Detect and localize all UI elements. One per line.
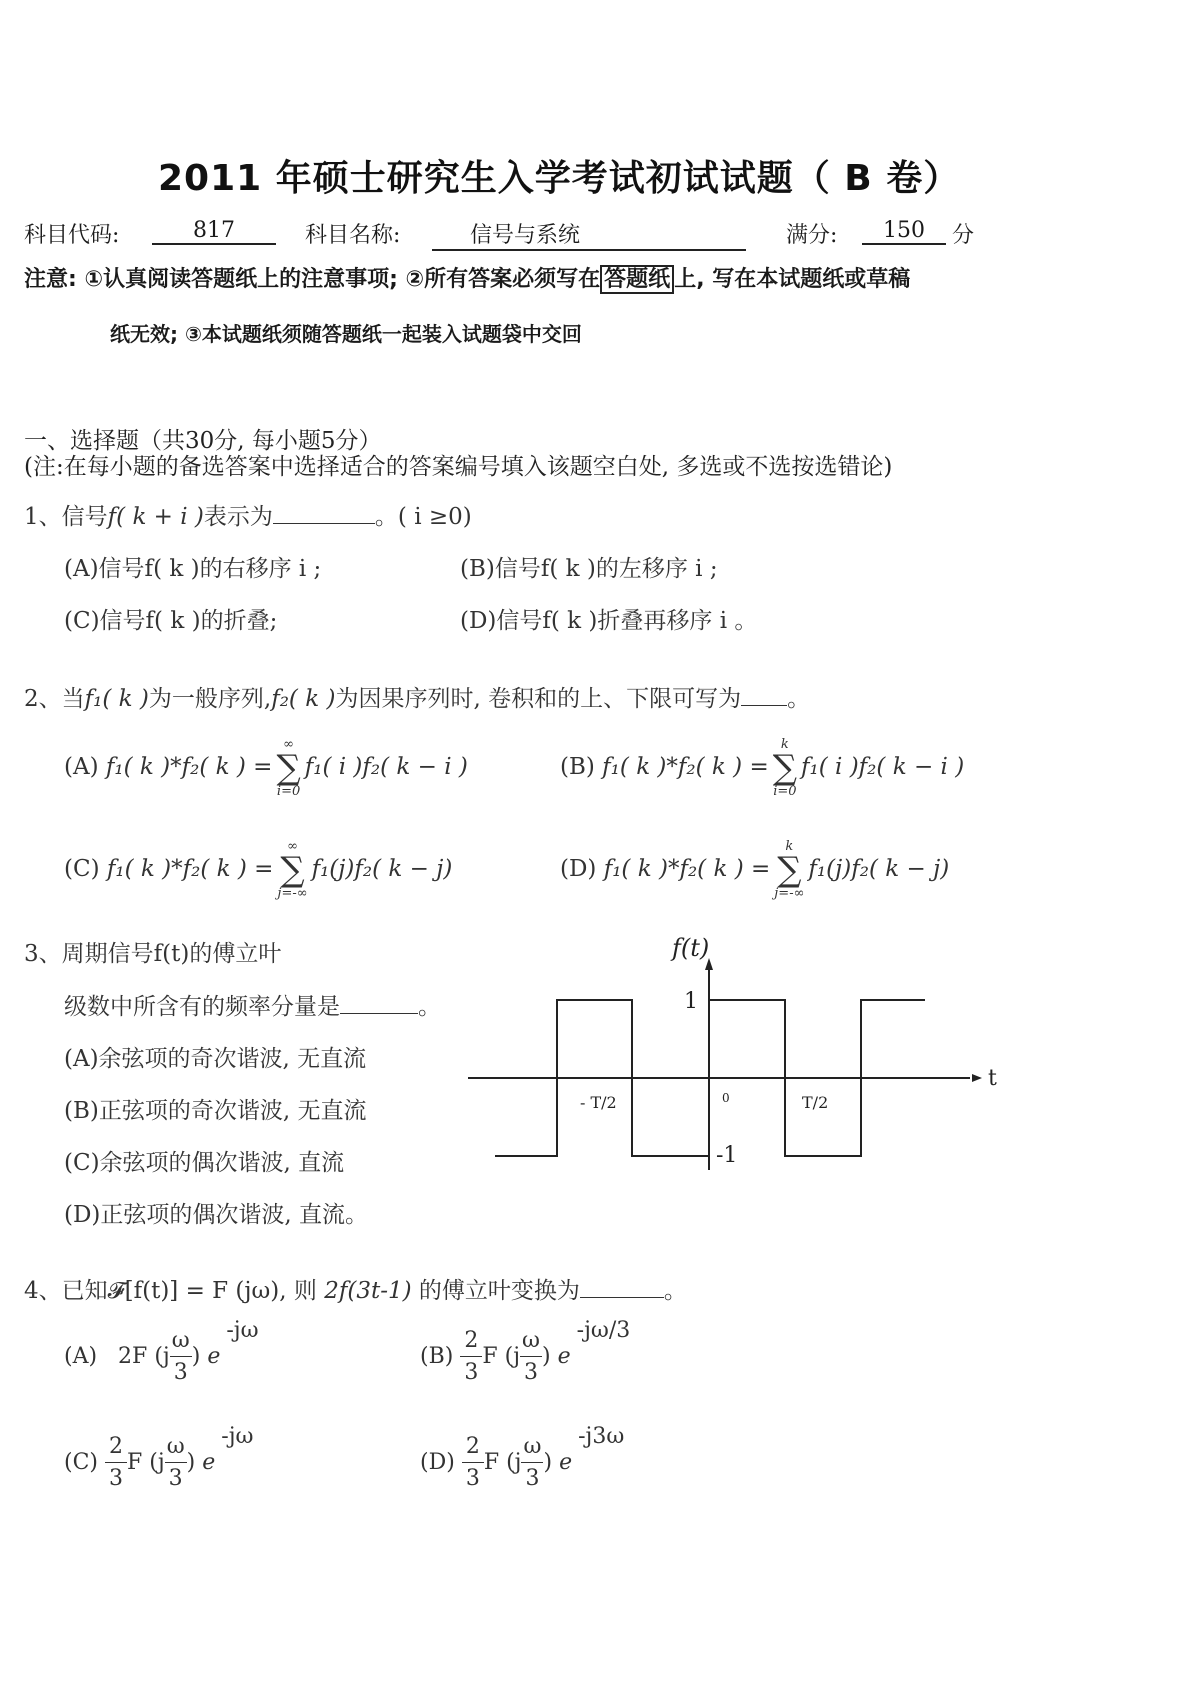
q1-stem-post: 。( i ≥0) xyxy=(374,504,472,530)
full-score-label: 满分: xyxy=(786,223,838,248)
q4-d-coef-den: 3 xyxy=(465,1466,480,1492)
q4-c-label: (C) xyxy=(64,1449,98,1475)
q4-stem-mid: 则 xyxy=(293,1278,317,1304)
q4-c-F: F xyxy=(127,1449,143,1475)
q2-stem-f1: f₁( k ) xyxy=(84,686,149,712)
q4-c-coef-frac xyxy=(105,1434,127,1492)
q2-c-lhs: f₁( k )*f₂( k ) = xyxy=(106,856,274,882)
q4-b-j: (j xyxy=(504,1343,521,1369)
q4-stem-expr: 𝓕[f(t)] = F (jω), xyxy=(107,1278,287,1304)
q4-b-close: ) xyxy=(542,1343,551,1369)
sigma-icon: ∑ xyxy=(276,748,301,788)
neg-half-period-label: - T/2 xyxy=(580,1093,617,1112)
q4-a-den: 3 xyxy=(173,1360,188,1386)
q4-option-d xyxy=(420,1423,625,1492)
q2-b-label: (B) xyxy=(560,754,595,780)
q4-b-e: e xyxy=(557,1343,571,1369)
pos-half-period-label: T/2 xyxy=(802,1093,829,1112)
q1-option-b: (B)信号f( k )的左移序 i ; xyxy=(460,556,718,582)
q4-option-a xyxy=(64,1317,259,1386)
q2-a-lhs: f₁( k )*f₂( k ) = xyxy=(105,754,273,780)
q1-option-d: (D)信号f( k )折叠再移序 i 。 xyxy=(460,608,758,634)
q3-stem-line2 xyxy=(64,988,441,1021)
q2-c-label: (C) xyxy=(64,856,100,882)
q4-c-num: ω xyxy=(166,1434,185,1459)
q3-answer-blank[interactable] xyxy=(340,1013,418,1014)
q4-d-num: ω xyxy=(523,1434,542,1459)
q4-stem-post: 的傅立叶变换为 xyxy=(418,1278,580,1304)
q4-b-coef-num: 2 xyxy=(464,1328,479,1353)
q4-d-label: (D) xyxy=(420,1449,455,1475)
q4-a-arg-frac xyxy=(170,1328,192,1386)
high-level-label: 1 xyxy=(684,989,698,1014)
q4-a-label: (A) xyxy=(64,1343,98,1369)
subject-code-label: 科目代码: xyxy=(24,223,120,248)
q4-stem-end: 。 xyxy=(663,1278,687,1304)
q2-c-lower: j=-∞ xyxy=(277,886,308,901)
q4-d-exp: -j3ω xyxy=(578,1423,625,1449)
q4-a-num: ω xyxy=(171,1328,190,1353)
x-axis-label: t xyxy=(988,1066,997,1091)
q2-stem-post: 为因果序列时, 卷积和的上、下限可写为 xyxy=(335,686,742,712)
q3-stem-line1: 3、周期信号f(t)的傅立叶 xyxy=(24,941,282,967)
q1-option-c: (C)信号f( k )的折叠; xyxy=(64,608,278,634)
q2-c-upper: ∞ xyxy=(287,839,298,854)
q4-option-b xyxy=(420,1317,631,1386)
q4-b-coef-den: 3 xyxy=(464,1360,479,1386)
q4-b-den: 3 xyxy=(524,1360,539,1386)
q4-c-exp: -jω xyxy=(221,1423,254,1449)
origin-label: 0 xyxy=(722,1091,730,1105)
q4-b-arg-frac xyxy=(520,1328,542,1386)
q4-b-coef-frac xyxy=(460,1328,482,1386)
q2-b-lower: i=0 xyxy=(773,784,797,799)
notice-line-2: 纸无效; ③本试题纸须随答题纸一起装入试题袋中交回 xyxy=(110,322,582,346)
q2-stem-mid: 为一般序列, xyxy=(148,686,272,712)
q3-option-c: (C)余弦项的偶次谐波, 直流 xyxy=(64,1150,345,1176)
subject-code: 817 xyxy=(152,218,276,245)
low-level-label: -1 xyxy=(716,1143,738,1168)
q1-stem-pre: 1、信号 xyxy=(24,504,108,530)
sigma-icon: ∑ xyxy=(777,850,802,890)
section-title: 一、选择题（共30分, 每小题5分） xyxy=(24,428,382,454)
q2-d-lower: j=-∞ xyxy=(774,886,805,901)
q4-d-j: (j xyxy=(506,1449,522,1475)
q2-a-sum xyxy=(276,738,300,798)
q2-c-sum xyxy=(277,840,307,900)
q4-b-label: (B) xyxy=(420,1343,454,1369)
sigma-icon: ∑ xyxy=(280,850,305,890)
q3-stem-end: 。 xyxy=(418,994,441,1020)
q4-stem-pre: 4、已知 xyxy=(24,1278,108,1304)
q2-a-term: f₁( i )f₂( k − i ) xyxy=(304,754,468,780)
q2-stem xyxy=(24,680,810,713)
q1-stem-expr: f( k + i ) xyxy=(107,504,204,530)
q2-d-sum xyxy=(774,840,804,900)
t-axis-arrow-icon xyxy=(972,1074,982,1082)
q4-d-F: F xyxy=(483,1449,500,1475)
q4-a-exp: -jω xyxy=(226,1317,259,1343)
q4-answer-blank[interactable] xyxy=(580,1297,664,1298)
notice-line-1 xyxy=(24,262,910,293)
q2-option-a xyxy=(64,738,468,798)
q4-c-e: e xyxy=(202,1449,216,1475)
q1-stem xyxy=(24,498,472,531)
q4-a-F: F xyxy=(132,1343,148,1369)
q4-c-coef-num: 2 xyxy=(109,1434,123,1459)
q2-d-lhs: f₁( k )*f₂( k ) = xyxy=(603,856,771,882)
q4-c-close: ) xyxy=(186,1449,196,1475)
q2-a-label: (A) xyxy=(64,754,99,780)
notice-boxed-answer-sheet: 答题纸 xyxy=(600,265,674,294)
q2-c-term: f₁(j)f₂( k − j) xyxy=(311,856,453,882)
subject-name-label: 科目名称: xyxy=(305,223,401,248)
q4-option-c xyxy=(64,1423,254,1492)
q1-answer-blank[interactable] xyxy=(273,523,375,524)
q2-option-c xyxy=(64,840,452,900)
q4-d-e: e xyxy=(559,1449,573,1475)
q4-d-coef-num: 2 xyxy=(465,1434,480,1459)
q2-a-lower: i=0 xyxy=(276,784,301,799)
exam-title: 2011 年硕士研究生入学考试初试试题（ B 卷） xyxy=(158,158,961,199)
q1-stem-mid: 表示为 xyxy=(203,504,273,530)
q2-b-upper: k xyxy=(780,737,789,752)
q4-d-den: 3 xyxy=(525,1466,540,1492)
q4-stem xyxy=(24,1272,687,1305)
q4-d-coef-frac xyxy=(462,1434,484,1492)
q4-a-e: e xyxy=(207,1343,221,1369)
q4-c-den: 3 xyxy=(168,1466,183,1492)
q2-stem-end: 。 xyxy=(787,686,811,712)
q4-b-F: F xyxy=(482,1343,498,1369)
q2-option-b xyxy=(560,738,964,798)
q3-stem-text: 级数中所含有的频率分量是 xyxy=(64,994,340,1020)
y-axis-label: f(t) xyxy=(672,934,710,962)
q4-a-close: ) xyxy=(191,1343,201,1369)
full-score: 150 xyxy=(862,218,946,245)
q4-d-close: ) xyxy=(543,1449,553,1475)
q4-d-arg-frac xyxy=(521,1434,543,1492)
q2-stem-f2: f₂( k ) xyxy=(271,686,336,712)
q4-a-coef: 2 xyxy=(118,1343,133,1369)
q2-answer-blank[interactable] xyxy=(741,705,787,706)
section-instruction: (注:在每小题的备选答案中选择适合的答案编号填入该题空白处, 多选或不选按选错论) xyxy=(24,454,893,480)
q3-square-wave-figure xyxy=(460,930,1020,1200)
q2-option-d xyxy=(560,840,949,900)
q4-c-j: (j xyxy=(149,1449,165,1475)
sigma-icon: ∑ xyxy=(772,748,798,788)
q2-stem-pre: 2、当 xyxy=(24,686,85,712)
q2-a-upper: ∞ xyxy=(283,737,294,752)
q2-d-label: (D) xyxy=(560,856,597,882)
q2-b-lhs: f₁( k )*f₂( k ) = xyxy=(602,754,769,780)
notice-suffix: 上, 写在本试题纸或草稿 xyxy=(674,267,911,292)
subject-name: 信号与系统 xyxy=(432,218,746,251)
q2-d-upper: k xyxy=(785,839,794,854)
q4-b-exp: -jω/3 xyxy=(576,1317,631,1343)
q4-stem-expr2: 2f(3t-1) xyxy=(324,1278,412,1304)
q2-d-term: f₁(j)f₂( k − j) xyxy=(808,856,950,882)
score-unit: 分 xyxy=(952,223,975,248)
q2-b-term: f₁( i )f₂( k − i ) xyxy=(801,754,965,780)
q3-option-d: (D)正弦项的偶次谐波, 直流。 xyxy=(64,1202,369,1228)
q4-a-j: (j xyxy=(154,1343,170,1369)
q2-b-sum xyxy=(773,738,797,798)
q3-option-a: (A)余弦项的奇次谐波, 无直流 xyxy=(64,1046,367,1072)
q1-option-a: (A)信号f( k )的右移序 i ; xyxy=(64,556,322,582)
q4-c-arg-frac xyxy=(165,1434,187,1492)
q3-option-b: (B)正弦项的奇次谐波, 无直流 xyxy=(64,1098,367,1124)
notice-prefix: 注意: ①认真阅读答题纸上的注意事项; ②所有答案必须写在 xyxy=(24,267,601,292)
q4-c-coef-den: 3 xyxy=(109,1466,123,1492)
q4-b-num: ω xyxy=(522,1328,540,1353)
